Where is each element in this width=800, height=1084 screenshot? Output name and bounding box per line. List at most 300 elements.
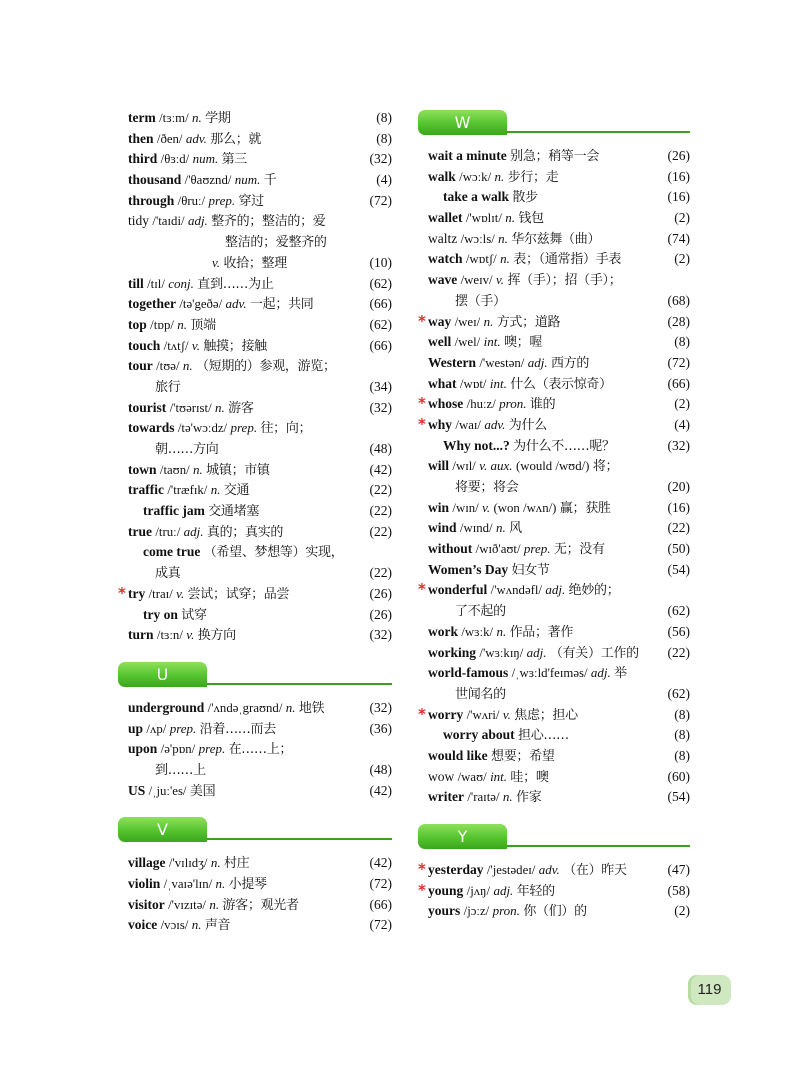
headword: towards (128, 420, 175, 436)
phonetic: /jʌŋ/ (466, 883, 491, 898)
key-word-asterisk: * (418, 704, 426, 723)
headword: yesterday (428, 862, 484, 877)
chinese-meaning-continued: 世闻名的 (455, 686, 506, 702)
chinese-meaning-continued: 成真 (155, 566, 181, 582)
phonetic: /'træfɪk/ (167, 483, 208, 498)
continuation-line (118, 377, 392, 398)
part-of-speech: n. (496, 520, 506, 536)
page-reference: (34) (369, 378, 392, 394)
headword: wallet (428, 210, 463, 226)
phrase-entry (118, 542, 392, 563)
chinese-meaning: 直到……为止 (197, 276, 274, 292)
headword: what (428, 375, 457, 391)
page-number: 119 (697, 981, 722, 998)
phonetic: /tɜːm/ (159, 111, 189, 125)
chinese-meaning: 钱包 (518, 211, 544, 227)
chinese-meaning: （短期的）参观，游览； (196, 359, 336, 375)
glossary-entry (418, 860, 690, 881)
part-of-speech: adj. (183, 523, 204, 539)
glossary-entry (418, 787, 690, 808)
glossary-entry (118, 698, 392, 719)
chinese-meaning: 别急；稍等一会 (510, 149, 600, 164)
phonetic: /'ʌndəˌgraʊnd/ (207, 700, 283, 715)
phonetic: /ə'pɒn/ (160, 742, 196, 757)
headword: yours (428, 903, 461, 919)
key-word-asterisk: * (418, 580, 426, 599)
page-reference: (26) (369, 606, 392, 622)
part-of-speech: n. (191, 917, 202, 933)
glossary-entry (118, 274, 392, 295)
page-reference: (2) (674, 251, 690, 267)
phonetic: /'westən/ (479, 355, 525, 370)
glossary-entry (118, 398, 392, 419)
page-reference: (72) (369, 876, 392, 891)
chinese-meaning: 美国 (189, 783, 216, 799)
glossary-entry (418, 580, 690, 601)
headword: town (128, 461, 157, 477)
page-reference: (28) (667, 313, 690, 329)
phonetic: /'vɪzɪtə/ (168, 897, 206, 912)
headword: win (428, 499, 450, 515)
glossary-entry (118, 915, 392, 936)
continuation-line (418, 601, 690, 622)
part-of-speech: n. (182, 358, 193, 374)
phonetic: /tʌtʃ/ (163, 338, 189, 353)
part-of-speech: pron. (492, 903, 520, 919)
headword: visitor (128, 896, 165, 912)
headword: will (428, 458, 450, 474)
headword: together (128, 296, 176, 312)
part-of-speech: n. (498, 230, 508, 246)
glossary-entry (118, 480, 392, 501)
phonetic: /'jestədeɪ/ (486, 863, 536, 877)
phonetic: /truː/ (155, 524, 181, 539)
part-of-speech: n. (502, 789, 513, 805)
phonetic: /waʊ/ (457, 769, 487, 784)
chinese-meaning: （有关）工作的 (549, 645, 639, 661)
glossary-entry (118, 522, 392, 543)
page-reference: (47) (667, 862, 690, 877)
part-of-speech: v. aux. (479, 458, 513, 474)
glossary-entry (118, 719, 392, 740)
phonetic: /wɪn/ (452, 500, 479, 515)
glossary-entry (118, 129, 392, 150)
page-number-badge (688, 975, 731, 1005)
glossary-entry (418, 767, 690, 788)
glossary-entry (118, 895, 392, 916)
part-of-speech: adj. (493, 882, 514, 898)
page-reference: (32) (369, 699, 392, 715)
glossary-entry (418, 518, 690, 539)
continuation-line (118, 439, 392, 460)
key-word-asterisk: * (418, 880, 426, 899)
continuation-line (118, 760, 392, 781)
headword: work (428, 623, 458, 639)
page-reference: (66) (369, 896, 392, 912)
page-reference: (48) (369, 441, 392, 456)
page-reference: (72) (369, 917, 392, 933)
part-of-speech: num. (234, 172, 261, 188)
chinese-meaning: 在……上； (228, 742, 293, 758)
part-of-speech: conj. (168, 275, 194, 291)
part-of-speech: n. (210, 855, 221, 871)
headword: walk (428, 168, 456, 184)
chinese-meaning: 表；（通常指）手表 (513, 252, 622, 268)
glossary-entry (418, 353, 690, 374)
page-reference: (4) (376, 172, 392, 188)
page-reference: (8) (674, 706, 690, 722)
phonetic: /'wɒlɪt/ (465, 211, 502, 226)
page-reference: (22) (369, 482, 392, 498)
key-word-asterisk: * (418, 414, 426, 433)
chinese-meaning-continued: 收拾；整理 (223, 255, 287, 271)
page-reference: (42) (369, 461, 392, 477)
page-reference: (26) (369, 585, 392, 601)
chinese-meaning: 游客 (228, 400, 254, 416)
phonetic: /tɜːn/ (156, 628, 183, 643)
page-reference: (26) (667, 148, 690, 163)
headword: world-famous (428, 665, 509, 681)
part-of-speech: int. (490, 768, 508, 784)
page-reference: (32) (369, 151, 392, 167)
glossary-entry (118, 781, 392, 802)
chinese-meaning: 交通 (223, 483, 250, 499)
glossary-entry (418, 229, 690, 250)
part-of-speech: n. (209, 896, 220, 912)
letter-section (418, 808, 690, 922)
headword: violin (128, 876, 161, 891)
phonetic: /wɒtʃ/ (465, 252, 497, 267)
glossary-entry (418, 415, 690, 436)
headword: try (128, 585, 146, 601)
glossary-entry (418, 374, 690, 395)
phrase-entry (418, 187, 690, 208)
part-of-speech: n. (500, 251, 510, 267)
section-letter-tab: V (118, 817, 207, 842)
key-word-asterisk: * (418, 311, 426, 330)
glossary-entry (418, 332, 690, 353)
phonetic: /'vɪlɪdʒ/ (168, 856, 208, 871)
page-reference: (16) (667, 189, 690, 205)
chinese-meaning: 换方向 (197, 628, 236, 644)
section-header (418, 808, 690, 860)
headword: top (128, 316, 147, 332)
headword: through (128, 192, 175, 208)
chinese-meaning-continued: 摆（手） (455, 293, 506, 309)
part-of-speech: int. (483, 334, 501, 350)
phonetic: /ˌjuː'es/ (148, 783, 187, 798)
phonetic: /'θaʊznd/ (184, 173, 232, 188)
glossary-entry (418, 270, 690, 291)
key-word-asterisk: * (118, 583, 126, 602)
glossary-entry (418, 539, 690, 560)
inflected-form: (would /wʊd/) (515, 459, 590, 474)
chinese-meaning: 尝试；试穿；品尝 (187, 586, 290, 602)
headword: traffic (128, 482, 164, 498)
part-of-speech: n. (285, 699, 296, 715)
part-of-speech: adj. (187, 213, 208, 229)
chinese-meaning: 风 (509, 521, 522, 537)
chinese-meaning: 哇；噢 (510, 769, 549, 785)
page-reference: (2) (674, 210, 690, 226)
page-reference: (8) (674, 747, 690, 763)
headword: village (128, 855, 166, 871)
headword: wow (428, 768, 455, 784)
phrase-entry (118, 605, 392, 626)
part-of-speech: prep. (230, 420, 258, 436)
headword: touch (128, 337, 161, 353)
letter-section (118, 801, 392, 936)
chinese-meaning: 城镇；市镇 (206, 462, 270, 478)
page-reference: (2) (674, 396, 690, 412)
page-reference: (62) (667, 603, 690, 619)
chinese-meaning: 穿过 (238, 193, 264, 209)
phonetic: /'tʊərɪst/ (169, 400, 212, 415)
inflected-form: (won /wʌn/) (493, 500, 557, 515)
glossary-entry (418, 312, 690, 333)
chinese-meaning-continued: 旅行 (155, 379, 181, 395)
part-of-speech: v. (482, 499, 491, 515)
headword: try on (143, 606, 178, 622)
part-of-speech: n. (215, 876, 226, 891)
page-reference: (42) (369, 782, 392, 798)
part-of-speech: v. (496, 272, 505, 288)
chinese-meaning: 妇女节 (511, 562, 550, 578)
chinese-meaning: 将； (592, 459, 619, 475)
part-of-speech: n. (494, 168, 505, 184)
chinese-meaning: 年轻的 (516, 883, 555, 899)
phonetic: /wɒt/ (459, 376, 487, 391)
chinese-meaning: 方式；道路 (496, 314, 561, 330)
headword: worry about (443, 727, 515, 743)
page-reference: (22) (667, 644, 690, 660)
glossary-entry (418, 643, 690, 664)
headword: waltz (428, 230, 458, 246)
chinese-meaning: 声音 (204, 918, 231, 934)
headword: working (428, 644, 477, 660)
page-reference: (32) (369, 399, 392, 415)
page-reference: (60) (667, 768, 690, 784)
left-column (118, 108, 392, 936)
glossary-entry (118, 315, 392, 336)
page-reference: (8) (376, 130, 392, 146)
section-divider-line (498, 845, 690, 847)
section-header (118, 646, 392, 698)
page-reference: (58) (667, 882, 690, 898)
phonetic: /wɜːk/ (461, 624, 494, 639)
glossary-entry (118, 874, 392, 895)
part-of-speech: n. (483, 313, 494, 329)
letter-section (418, 94, 690, 808)
phonetic: /'wʌndəfl/ (490, 583, 542, 598)
phonetic: /wɪnd/ (459, 521, 493, 536)
chinese-meaning: 千 (263, 173, 277, 189)
glossary-entry (418, 622, 690, 643)
glossary-entry (118, 460, 392, 481)
section-divider-line (498, 131, 690, 133)
chinese-meaning: 作家 (516, 790, 542, 806)
page-reference: (48) (369, 761, 392, 777)
part-of-speech: v. (186, 627, 195, 643)
headword: well (428, 334, 452, 350)
phonetic: /ˌwɜːld'feɪməs/ (511, 666, 588, 681)
phonetic: /vɔɪs/ (160, 918, 189, 933)
phonetic: /waɪ/ (455, 417, 481, 432)
headword: US (128, 782, 146, 798)
part-of-speech: adv. (225, 296, 247, 312)
page-reference: (22) (667, 520, 690, 536)
phonetic: /'taɪdi/ (152, 214, 185, 229)
page-reference: (22) (369, 503, 392, 519)
glossary-entry (418, 881, 690, 902)
page-reference: (54) (667, 561, 690, 577)
phonetic: /wɪl/ (452, 459, 476, 474)
page-reference: (66) (369, 296, 392, 312)
page-reference: (36) (369, 720, 392, 736)
headword: Why not...? (443, 437, 510, 453)
phrase-entry (118, 501, 392, 522)
headword: tidy (128, 213, 150, 229)
glossary-entry (118, 584, 392, 605)
part-of-speech: v. (176, 585, 185, 601)
chinese-meaning: 学期 (205, 111, 231, 126)
chinese-meaning: 无；没有 (553, 542, 605, 558)
glossary-entry (118, 336, 392, 357)
chinese-meaning: 真的；真实的 (206, 524, 284, 540)
part-of-speech: prep. (523, 541, 551, 557)
chinese-meaning: 顶端 (190, 317, 216, 333)
chinese-meaning: 挥（手）；招（手）； (507, 273, 622, 289)
part-of-speech: v. (212, 254, 221, 270)
page-reference: (62) (369, 275, 392, 291)
headword: third (128, 151, 158, 167)
chinese-meaning-continued: 到……上 (155, 762, 206, 778)
phonetic: /'wɜːkɪŋ/ (479, 645, 524, 660)
part-of-speech: adj. (527, 354, 548, 370)
chinese-meaning: （在）昨天 (563, 863, 627, 878)
glossary-entry (418, 705, 690, 726)
chinese-meaning: 试穿 (181, 607, 207, 623)
chinese-meaning: 为什么不……呢？ (513, 438, 615, 454)
page-reference: (72) (369, 192, 392, 208)
glossary-entry (118, 211, 392, 232)
chinese-meaning: 沿着……而去 (199, 721, 276, 737)
phonetic: /huːz/ (466, 397, 496, 412)
page-reference: (10) (369, 254, 392, 270)
headword: traffic jam (143, 503, 205, 519)
headword: tour (128, 358, 153, 374)
phonetic: /jɔːz/ (463, 904, 490, 919)
headword: turn (128, 627, 154, 643)
page-reference: (8) (674, 334, 690, 350)
glossary-entry (118, 625, 392, 646)
headword: Western (428, 354, 476, 370)
part-of-speech: prep. (169, 720, 197, 736)
chinese-meaning: 举 (614, 666, 627, 682)
phonetic: /tə'geðə/ (179, 297, 223, 312)
chinese-meaning: 什么（表示惊奇） (510, 376, 612, 392)
page-reference: (20) (667, 479, 690, 494)
phonetic: /wɔːk/ (459, 169, 492, 184)
page-reference: (16) (667, 499, 690, 515)
chinese-meaning: 一起；共同 (249, 297, 314, 313)
chinese-meaning: （希望、梦想等）实现， (203, 545, 344, 561)
part-of-speech: n. (192, 110, 202, 125)
chinese-meaning-continued: 整洁的；爱整齐的 (225, 235, 327, 251)
page-reference: (16) (667, 168, 690, 184)
section-header (118, 801, 392, 853)
page-reference: (66) (667, 375, 690, 391)
chinese-meaning: 焦虑；担心 (514, 707, 578, 723)
glossary-entry (418, 663, 690, 684)
glossary-entry (118, 170, 392, 191)
chinese-meaning: 地铁 (298, 700, 325, 716)
glossary-entry (418, 901, 690, 922)
page-reference: (74) (667, 230, 690, 246)
page-reference: (42) (369, 855, 392, 871)
phonetic: /ðen/ (156, 131, 183, 146)
headword: up (128, 720, 144, 736)
continuation-line (118, 563, 392, 584)
part-of-speech: v. (502, 706, 511, 722)
headword: way (428, 313, 452, 329)
chinese-meaning: 小提琴 (228, 877, 267, 892)
phonetic: /weɪ/ (454, 314, 481, 329)
glossary-entry (418, 208, 690, 229)
part-of-speech: adj. (590, 665, 611, 681)
part-of-speech: pron. (499, 396, 527, 412)
chinese-meaning: 为什么 (508, 417, 547, 433)
phonetic: /taʊn/ (159, 462, 190, 477)
part-of-speech: num. (192, 151, 219, 167)
glossary-entry (418, 249, 690, 270)
chinese-meaning: 往；向； (260, 421, 312, 437)
phonetic: /ʌp/ (146, 721, 167, 736)
page-reference: (50) (667, 541, 690, 557)
chinese-meaning: 绝妙的； (568, 583, 620, 599)
part-of-speech: n. (505, 210, 516, 226)
glossary-entry (118, 356, 392, 377)
page-reference: (32) (369, 627, 392, 643)
glossary-entry (418, 394, 690, 415)
page-reference: (22) (369, 523, 392, 539)
headword: wave (428, 272, 458, 288)
chinese-meaning: 交通堵塞 (208, 504, 260, 520)
part-of-speech: v. (191, 337, 200, 353)
headword: voice (128, 917, 158, 933)
chinese-meaning: 第三 (221, 152, 248, 168)
phonetic: /tə'wɔːdz/ (177, 421, 228, 436)
part-of-speech: adv. (538, 862, 560, 877)
phonetic: /θɜːd/ (160, 152, 190, 167)
page-reference: (66) (369, 337, 392, 353)
chinese-meaning: 作品；著作 (509, 624, 574, 640)
headword: underground (128, 699, 205, 715)
headword: wonderful (428, 582, 488, 598)
chinese-meaning: 赢；获胜 (559, 500, 611, 516)
glossary-entry (118, 418, 392, 439)
headword: wait a minute (428, 148, 507, 163)
headword: watch (428, 251, 463, 267)
headword: worry (428, 706, 464, 722)
page-reference: (72) (667, 354, 690, 370)
section-letter-tab: W (418, 110, 507, 135)
headword: come true (143, 544, 201, 560)
headword: would like (428, 747, 488, 763)
headword: why (428, 416, 453, 432)
page-reference: (2) (674, 903, 690, 919)
part-of-speech: n. (193, 461, 203, 477)
